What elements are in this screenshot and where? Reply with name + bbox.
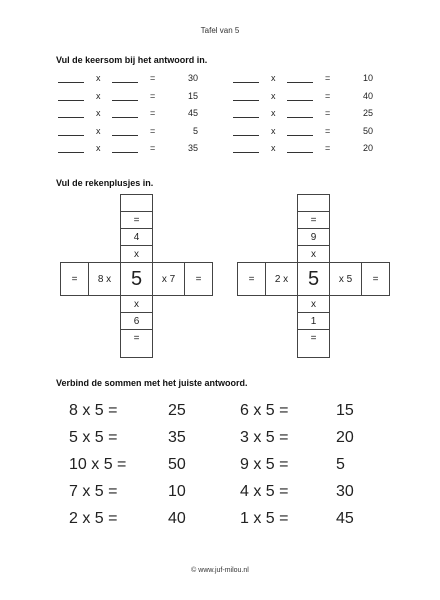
match-answer[interactable]: 45 (336, 510, 354, 527)
times-cell: x (297, 245, 330, 263)
answer-blank[interactable] (112, 135, 138, 136)
times-sign: x (96, 73, 101, 83)
match-question[interactable]: 3 x 5 = (240, 429, 289, 446)
match-answer[interactable]: 40 (168, 510, 186, 527)
match-answer[interactable]: 15 (336, 402, 354, 419)
keersom-row (58, 126, 198, 138)
match-question[interactable]: 9 x 5 = (240, 456, 289, 473)
number-cell: 6 (120, 312, 153, 330)
equals-cell[interactable]: = (60, 262, 89, 296)
match-question[interactable]: 1 x 5 = (240, 510, 289, 527)
answer-blank[interactable] (233, 100, 259, 101)
equals-sign: = (325, 143, 331, 153)
factor-cell: 8 x (88, 262, 121, 296)
factor-cell: x 7 (152, 262, 185, 296)
match-question[interactable]: 2 x 5 = (69, 510, 118, 527)
match-answer[interactable]: 30 (336, 483, 354, 500)
times-sign: x (271, 143, 276, 153)
match-question[interactable]: 4 x 5 = (240, 483, 289, 500)
keersom-row (233, 73, 373, 85)
times-sign: x (271, 73, 276, 83)
equals-cell[interactable]: = (120, 211, 153, 229)
equals-cell[interactable]: = (184, 262, 213, 296)
equals-cell[interactable]: = (237, 262, 266, 296)
empty-cell[interactable] (120, 194, 153, 212)
center-number: 5 (297, 262, 330, 296)
answer-blank[interactable] (58, 152, 84, 153)
match-answer[interactable]: 35 (168, 429, 186, 446)
product-value: 50 (362, 125, 373, 136)
equals-sign: = (325, 108, 331, 118)
answer-blank[interactable] (233, 152, 259, 153)
answer-blank[interactable] (287, 100, 313, 101)
keersom-row (58, 108, 198, 120)
number-cell: 4 (120, 228, 153, 246)
keersom-row (233, 108, 373, 120)
match-answer[interactable]: 10 (168, 483, 186, 500)
product-value: 45 (187, 108, 198, 118)
keersom-row (233, 143, 373, 155)
number-cell: 9 (297, 228, 330, 246)
answer-blank[interactable] (58, 100, 84, 101)
times-sign: x (96, 90, 101, 101)
equals-sign: = (325, 73, 331, 83)
product-value: 40 (362, 90, 373, 101)
keersom-row (58, 91, 198, 103)
factor-cell: x 5 (329, 262, 362, 296)
times-cell: x (120, 245, 153, 263)
product-value: 15 (187, 90, 198, 101)
times-cell: x (120, 295, 153, 313)
answer-blank[interactable] (112, 100, 138, 101)
times-sign: x (96, 143, 101, 153)
answer-blank[interactable] (58, 135, 84, 136)
keersom-row (233, 126, 373, 138)
equals-cell[interactable]: = (120, 329, 153, 358)
answer-blank[interactable] (233, 135, 259, 136)
times-sign: x (271, 108, 276, 118)
product-value: 25 (362, 108, 373, 118)
match-question[interactable]: 10 x 5 = (69, 456, 127, 473)
match-answer[interactable]: 25 (168, 402, 186, 419)
answer-blank[interactable] (58, 82, 84, 83)
product-value: 30 (187, 73, 198, 83)
equals-sign: = (150, 73, 156, 83)
factor-cell: 2 x (265, 262, 298, 296)
product-value: 5 (192, 125, 198, 136)
answer-blank[interactable] (233, 82, 259, 83)
section-heading-rekenplusjes: Vul de rekenplusjes in. (56, 178, 154, 188)
match-question[interactable]: 5 x 5 = (69, 429, 118, 446)
times-cell: x (297, 295, 330, 313)
times-sign: x (271, 90, 276, 101)
match-question[interactable]: 6 x 5 = (240, 402, 289, 419)
answer-blank[interactable] (58, 117, 84, 118)
answer-blank[interactable] (287, 117, 313, 118)
answer-blank[interactable] (112, 152, 138, 153)
keersom-row (58, 73, 198, 85)
empty-cell[interactable] (297, 194, 330, 212)
number-cell: 1 (297, 312, 330, 330)
center-number: 5 (120, 262, 153, 296)
answer-blank[interactable] (112, 82, 138, 83)
keersom-row (58, 143, 198, 155)
match-answer[interactable]: 50 (168, 456, 186, 473)
times-sign: x (96, 125, 101, 136)
match-answer[interactable]: 5 (336, 456, 345, 473)
product-value: 20 (362, 143, 373, 153)
equals-sign: = (150, 90, 156, 101)
footer-copyright: © www.juf-milou.nl (191, 567, 249, 574)
answer-blank[interactable] (287, 135, 313, 136)
product-value: 10 (362, 73, 373, 83)
answer-blank[interactable] (112, 117, 138, 118)
equals-sign: = (150, 108, 156, 118)
equals-cell[interactable]: = (297, 329, 330, 358)
equals-sign: = (150, 125, 156, 136)
product-value: 35 (187, 143, 198, 153)
times-sign: x (271, 125, 276, 136)
section-heading-keersom: Vul de keersom bij het antwoord in. (56, 55, 208, 65)
equals-sign: = (325, 90, 331, 101)
page-title: Tafel van 5 (200, 26, 240, 35)
match-question[interactable]: 7 x 5 = (69, 483, 118, 500)
equals-cell[interactable]: = (297, 211, 330, 229)
equals-sign: = (325, 125, 331, 136)
equals-sign: = (150, 143, 156, 153)
answer-blank[interactable] (287, 152, 313, 153)
match-question[interactable]: 8 x 5 = (69, 402, 118, 419)
match-answer[interactable]: 20 (336, 429, 354, 446)
answer-blank[interactable] (233, 117, 259, 118)
answer-blank[interactable] (287, 82, 313, 83)
times-sign: x (96, 108, 101, 118)
equals-cell[interactable]: = (361, 262, 390, 296)
keersom-row (233, 91, 373, 103)
section-heading-verbind: Verbind de sommen met het juiste antwoord. (56, 378, 248, 388)
